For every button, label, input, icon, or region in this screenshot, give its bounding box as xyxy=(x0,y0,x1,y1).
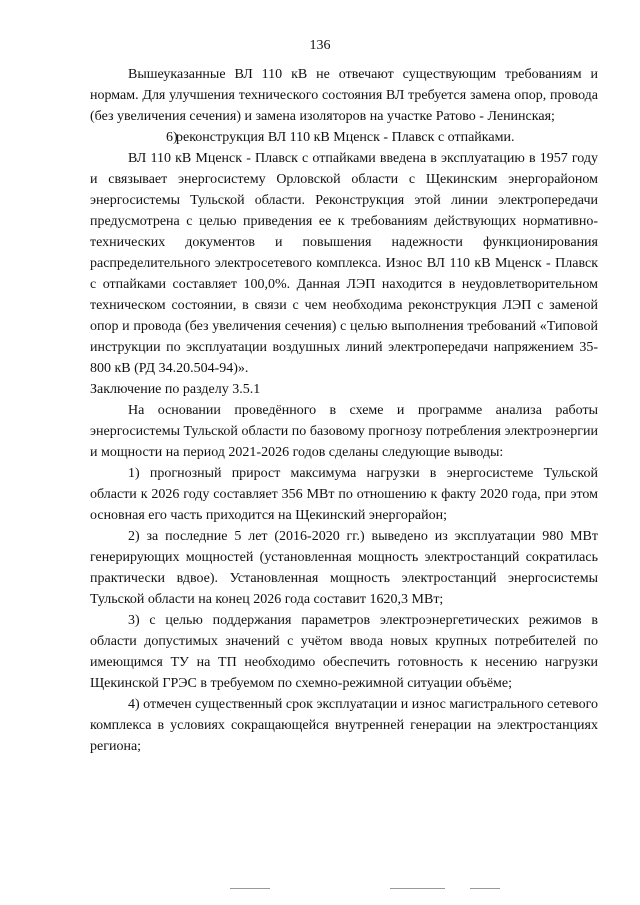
list-item-6 xyxy=(90,127,598,148)
conclusion-item-2: 2) за последние 5 лет (2016-2020 гг.) выведено из эксплуатации 980 МВт генерирующих мощностей (установленная мощность электростанций сократилась практически вдвое). Установленная мощность электростанций энергосистемы Тульской области на конец 2026 года составит 1620,3 МВт; xyxy=(90,529,598,607)
scan-artifact xyxy=(230,888,270,889)
page-number: 136 xyxy=(309,38,331,53)
scan-artifact xyxy=(390,888,445,889)
section-title: Заключение по разделу 3.5.1 xyxy=(90,382,261,397)
paragraph-vl-requirements: Вышеуказанные ВЛ 110 кВ не отвечают существующим требованиям и нормам. Для улучшения технического состояния ВЛ требуется замена опор, провода (без увеличения сечения) и замена изоляторов на участке Ратово - Ленинская; xyxy=(90,67,598,124)
conclusion-item-4: 4) отмечен существенный срок эксплуатации и износ магистрального сетевого комплекса в условиях сокращающейся внутренней генерации на электростанциях региона; xyxy=(90,697,598,754)
conclusion-item-1: 1) прогнозный прирост максимума нагрузки в энергосистеме Тульской области к 2026 году составляет 356 МВт по отношению к факту 2020 года, при этом основная его часть приходится на Щекинский энергорайон; xyxy=(90,466,598,523)
paragraph-vl-mtsensk-plavsk: ВЛ 110 кВ Мценск - Плавск с отпайками введена в эксплуатацию в 1957 году и связывает энергосистему Орловской области с Щекинским энергорайоном энергосистемы Тульской области. Реконструкция этой линии электропередачи предусмотрена с целью приведения ее к требованиям действующих нормативно-технических документов и повышения надежности функционирования распределительного электросетевого комплекса. Износ ВЛ 110 кВ Мценск - Плавск с отпайками составляет 100,0%. Данная ЛЭП находится в неудовлетворительном техническом состоянии, в связи с чем необходима реконструкция ЛЭП с заменой опор и провода (без увеличения сечения) с целью выполнения требований «Типовой инструкции по эксплуатации воздушных линий электропередачи напряжением 35-800 кВ (РД 34.20.504-94)». xyxy=(90,151,598,376)
list-item-6-text: реконструкция ВЛ 110 кВ Мценск - Плавск с отпайками. xyxy=(176,130,515,145)
list-item-6-number: 6) xyxy=(166,130,178,145)
document-body xyxy=(90,64,598,757)
conclusion-item-3: 3) с целью поддержания параметров электроэнергетических режимов в области допустимых значений с учётом ввода новых крупных потребителей по имеющимся ТУ на ТП необходимо обеспечить готовность к несению нагрузки Щекинской ГРЭС в требуемом по схемно-режимной ситуации объёме; xyxy=(90,613,598,691)
conclusion-intro: На основании проведённого в схеме и программе анализа работы энергосистемы Тульской области по базовому прогнозу потребления электроэнергии и мощности на период 2021-2026 годов сделаны следующие выводы: xyxy=(90,403,598,460)
scan-artifact xyxy=(470,888,500,889)
